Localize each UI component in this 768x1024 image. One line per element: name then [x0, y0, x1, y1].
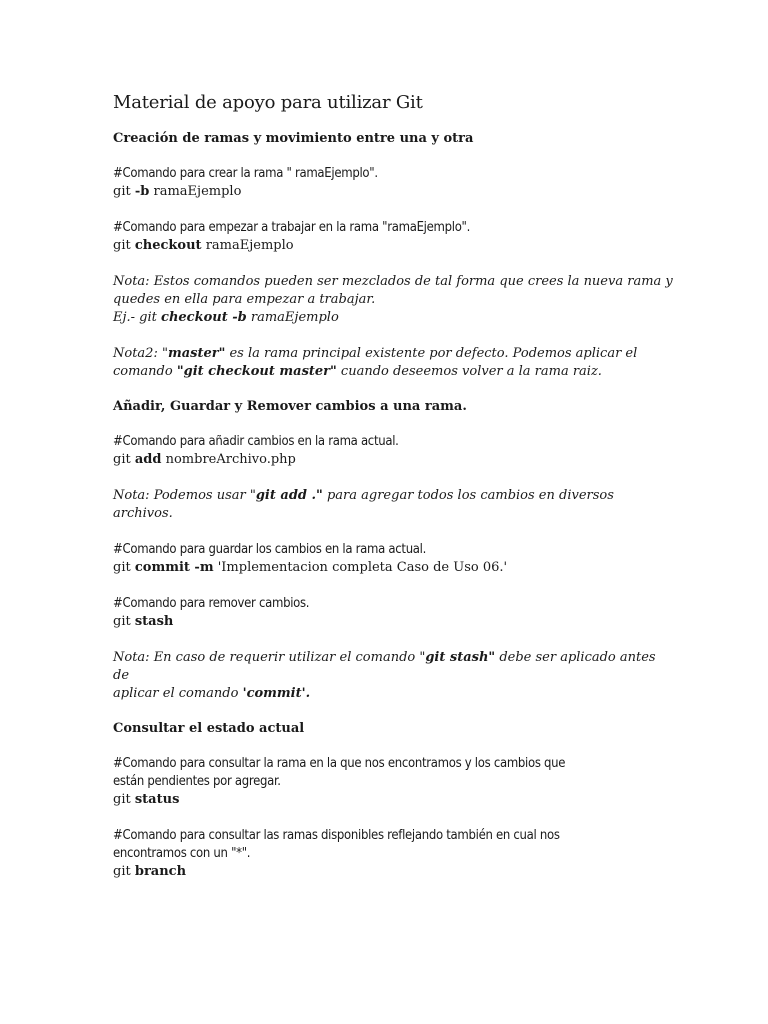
cmd-prefix: git	[113, 864, 131, 879]
note-text: Nota2: "	[113, 346, 168, 361]
note-text: comando	[113, 364, 177, 379]
cmd-prefix: git	[113, 792, 131, 807]
note-text: aplicar el comando	[113, 686, 243, 701]
note-keyword: "git checkout master"	[176, 364, 337, 379]
example-prefix: Ej.- git	[113, 310, 157, 325]
example-keyword: checkout -b	[161, 310, 247, 325]
cmd-block-create-branch	[113, 165, 673, 201]
note-line: Nota: Estos comandos pueden ser mezclados de tal forma que crees la nueva rama y	[113, 274, 673, 289]
cmd-keyword: add	[134, 452, 162, 467]
note-keyword: git add ."	[255, 488, 323, 503]
cmd-keyword: stash	[134, 614, 174, 629]
cmd-arg: 'Implementacion completa Caso de Uso 06.'	[217, 560, 508, 575]
command-line	[113, 451, 673, 469]
cmd-arg: nombreArchivo.php	[165, 452, 296, 467]
cmd-prefix: git	[113, 560, 131, 575]
cmd-arg: ramaEjemplo	[153, 184, 242, 199]
note-text: Nota: Podemos usar "	[113, 488, 256, 503]
cmd-keyword: branch	[134, 864, 187, 879]
note-text: debe ser aplicado antes de	[113, 650, 656, 683]
note-text: cuando deseemos volver a la rama raiz.	[336, 364, 602, 379]
note-keyword: 'commit'.	[242, 686, 311, 701]
cmd-prefix: git	[113, 238, 131, 253]
cmd-block-branch	[113, 827, 673, 881]
note-line	[113, 685, 673, 703]
comment-line: #Comando para remover cambios.	[113, 596, 310, 611]
document-content	[113, 92, 673, 899]
comment-line: #Comando para empezar a trabajar en la rama "ramaEjemplo".	[113, 220, 471, 235]
comment-line: #Comando para crear la rama " ramaEjemplo".	[113, 166, 378, 181]
cmd-block-stash	[113, 595, 673, 631]
note-keyword: git stash"	[425, 650, 496, 665]
section-heading-estado: Consultar el estado actual	[113, 721, 305, 736]
cmd-keyword: checkout	[134, 238, 202, 253]
section-heading-ramas: Creación de ramas y movimiento entre una y otra	[113, 131, 474, 146]
cmd-prefix: git	[113, 184, 131, 199]
comment-line: #Comando para consultar las ramas disponibles reflejando también en cual nos	[113, 828, 560, 843]
cmd-keyword: -b	[134, 184, 150, 199]
note-line	[113, 487, 673, 523]
command-line	[113, 559, 673, 577]
section-heading-cambios: Añadir, Guardar y Remover cambios a una rama.	[113, 399, 467, 414]
cmd-block-status	[113, 755, 673, 809]
cmd-block-commit	[113, 541, 673, 577]
note-line	[113, 649, 673, 685]
note-line: quedes en ella para empezar a trabajar.	[113, 292, 376, 307]
command-line	[113, 237, 673, 255]
comment-line: #Comando para añadir cambios en la rama actual.	[113, 434, 399, 449]
note-text: para agregar todos los cambios en diversos archivos.	[113, 488, 614, 521]
cmd-prefix: git	[113, 452, 131, 467]
cmd-keyword: status	[134, 792, 180, 807]
note-keyword: master"	[167, 346, 226, 361]
cmd-block-add	[113, 433, 673, 469]
note-example	[113, 309, 673, 327]
command-line	[113, 863, 673, 881]
cmd-keyword: commit -m	[134, 560, 214, 575]
example-arg: ramaEjemplo	[250, 310, 339, 325]
note-git-stash	[113, 649, 673, 703]
note-line	[113, 363, 673, 381]
note-master	[113, 345, 673, 381]
cmd-arg: ramaEjemplo	[205, 238, 294, 253]
note-git-add	[113, 487, 673, 523]
comment-line: #Comando para guardar los cambios en la rama actual.	[113, 542, 427, 557]
note-text: Nota: En caso de requerir utilizar el comando "	[113, 650, 426, 665]
comment-line: #Comando para consultar la rama en la que nos encontramos y los cambios que	[113, 756, 566, 771]
command-line	[113, 613, 673, 631]
note-text: es la rama principal existente por defecto. Podemos aplicar el	[225, 346, 638, 361]
command-line	[113, 183, 673, 201]
comment-line: encontramos con un "*".	[113, 846, 251, 861]
cmd-block-checkout	[113, 219, 673, 255]
cmd-prefix: git	[113, 614, 131, 629]
note-line	[113, 345, 673, 363]
comment-line: están pendientes por agregar.	[113, 774, 281, 789]
document-title: Material de apoyo para utilizar Git	[113, 92, 423, 113]
note-combine	[113, 273, 673, 327]
command-line	[113, 791, 673, 809]
